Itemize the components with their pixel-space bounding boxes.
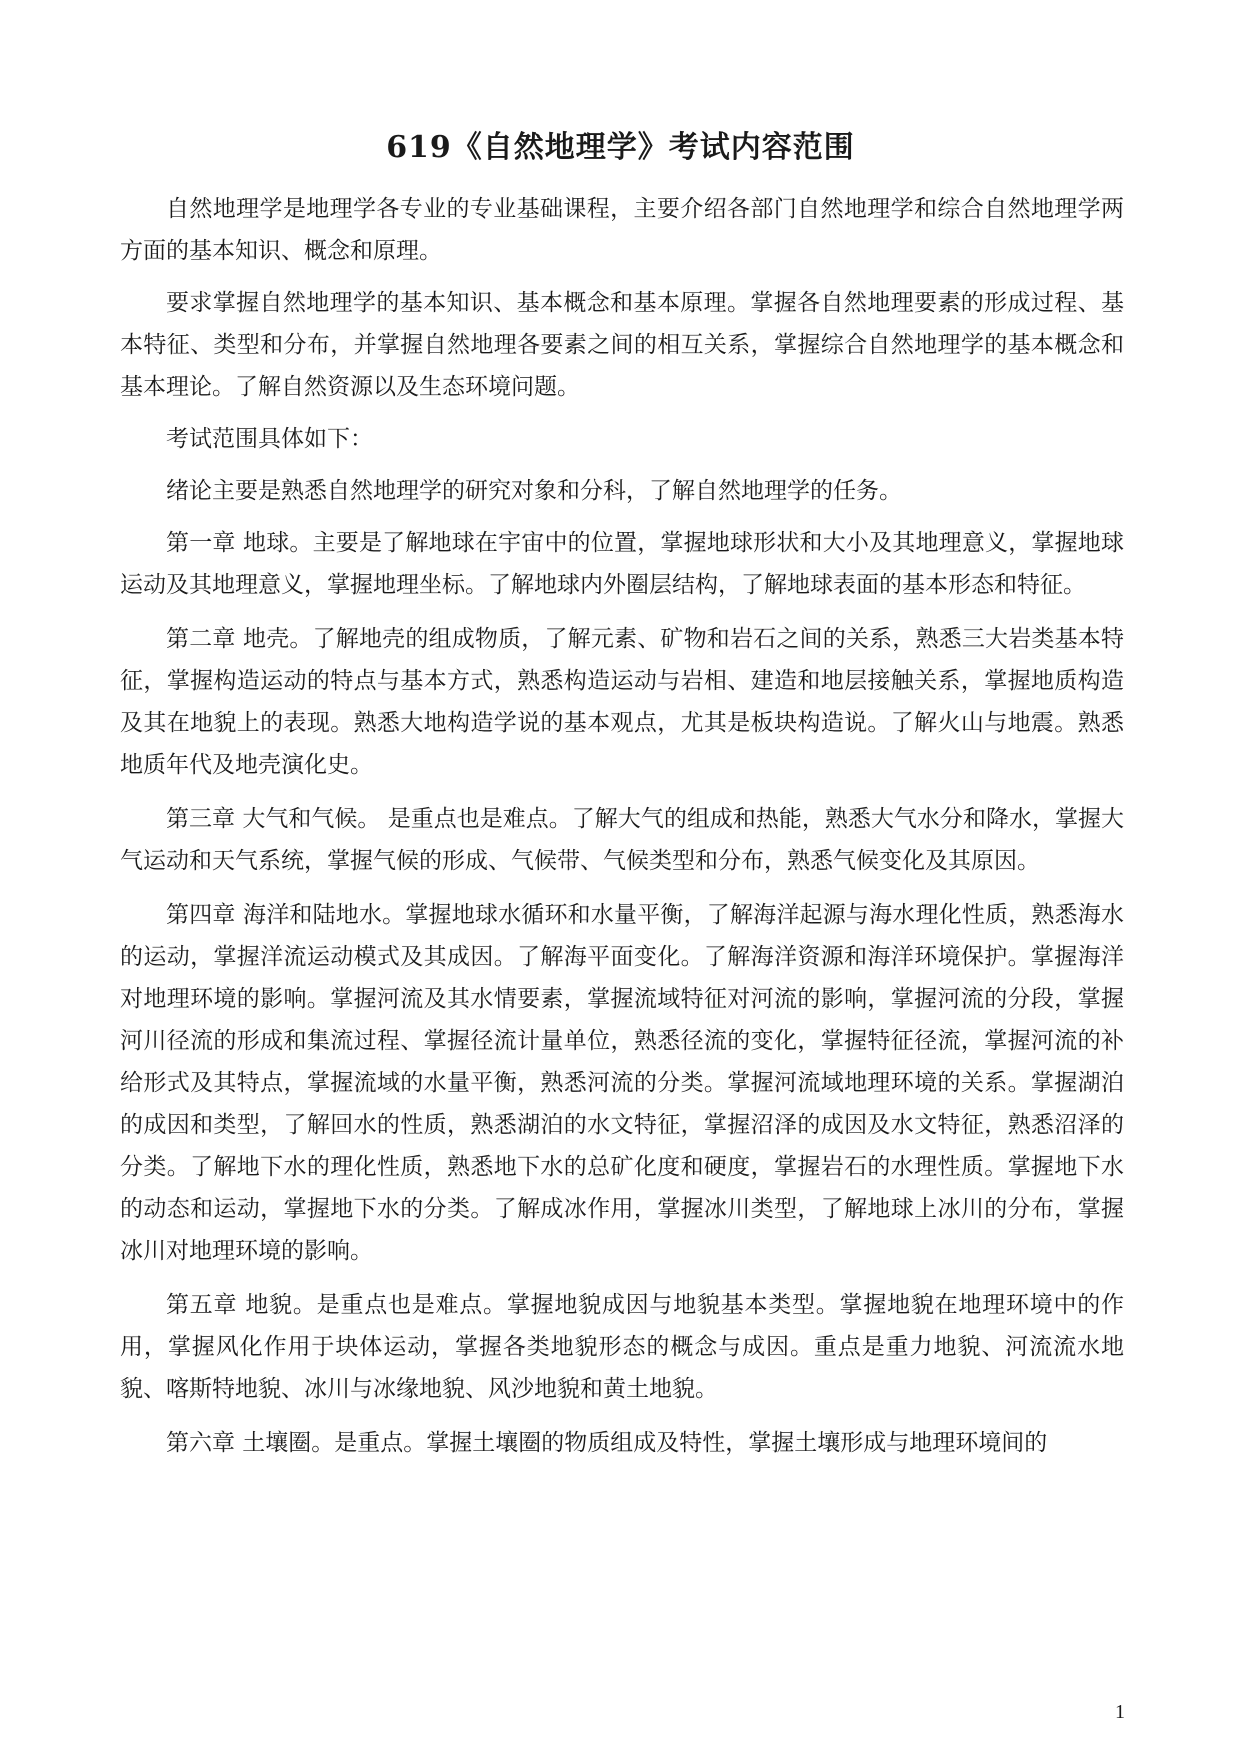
paragraph-chapter-3: 第三章 大气和气候。 是重点也是难点。了解大气的组成和热能，熟悉大气水分和降水，掌握大气运动和天气系统，掌握气候的形成、气候带、气候类型和分布，熟悉气候变化及其原因。 <box>120 806 1124 874</box>
paragraph-chapter-5: 第五章 地貌。是重点也是难点。掌握地貌成因与地貌基本类型。掌握地貌在地理环境中的作用，掌握风化作用于块体运动，掌握各类地貌形态的概念与成因。重点是重力地貌、河流流水地貌、喀斯特地貌、冰川与冰缘地貌、风沙地貌和黄土地貌。 <box>120 1292 1124 1402</box>
page-number: 1 <box>1115 1701 1125 1723</box>
paragraph-introduction-chapter: 绪论主要是熟悉自然地理学的研究对象和分科，了解自然地理学的任务。 <box>166 478 902 504</box>
paragraph-chapter-2: 第二章 地壳。了解地壳的组成物质，了解元素、矿物和岩石之间的关系，熟悉三大岩类基本特征，掌握构造运动的特点与基本方式，熟悉构造运动与岩相、建造和地层接触关系，掌握地质构造及其在地貌上的表现。熟悉大地构造学说的基本观点，尤其是板块构造说。了解火山与地震。熟悉地质年代及地壳演化史。 <box>120 626 1124 778</box>
document-body <box>120 188 1124 1476</box>
page-title: 619《自然地理学》考试内容范围 <box>386 130 855 165</box>
paragraph-chapter-6: 第六章 土壤圈。是重点。掌握土壤圈的物质组成及特性，掌握土壤形成与地理环境间的 <box>166 1430 1048 1456</box>
paragraph-intro: 自然地理学是地理学各专业的专业基础课程，主要介绍各部门自然地理学和综合自然地理学两方面的基本知识、概念和原理。 <box>120 196 1124 264</box>
paragraph-chapter-1: 第一章 地球。主要是了解地球在宇宙中的位置，掌握地球形状和大小及其地理意义，掌握地球运动及其地理意义，掌握地理坐标。了解地球内外圈层结构，了解地球表面的基本形态和特征。 <box>120 530 1124 598</box>
paragraph-chapter-4: 第四章 海洋和陆地水。掌握地球水循环和水量平衡，了解海洋起源与海水理化性质，熟悉海水的运动，掌握洋流运动模式及其成因。了解海平面变化。了解海洋资源和海洋环境保护。掌握海洋对地理环境的影响。掌握河流及其水情要素，掌握流域特征对河流的影响，掌握河流的分段，掌握河川径流的形成和集流过程、掌握径流计量单位，熟悉径流的变化，掌握特征径流，掌握河流的补给形式及其特点，掌握流域的水量平衡，熟悉河流的分类。掌握河流域地理环境的关系。掌握湖泊的成因和类型，了解回水的性质，熟悉湖泊的水文特征，掌握沼泽的成因及水文特征，熟悉沼泽的分类。了解地下水的理化性质，熟悉地下水的总矿化度和硬度，掌握岩石的水理性质。掌握地下水的动态和运动，掌握地下水的分类。了解成冰作用，掌握冰川类型，了解地球上冰川的分布，掌握冰川对地理环境的影响。 <box>120 902 1124 1264</box>
paragraph-requirements: 要求掌握自然地理学的基本知识、基本概念和基本原理。掌握各自然地理要素的形成过程、基本特征、类型和分布，并掌握自然地理各要素之间的相互关系，掌握综合自然地理学的基本概念和基本理论。了解自然资源以及生态环境问题。 <box>120 290 1124 400</box>
paragraph-scope-heading: 考试范围具体如下： <box>166 426 373 452</box>
